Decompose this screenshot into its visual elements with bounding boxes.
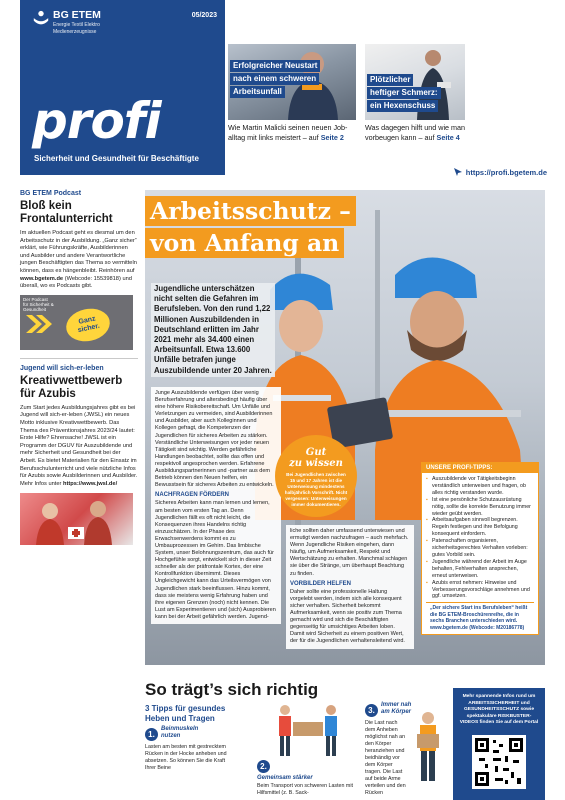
step-1-text: Lasten am besten mit gestrecktem Rücken in der Hocke anheben und absetzen. So können Sie die Kraft Ihrer Beine <box>145 744 227 771</box>
teaser-2-text-2: vorbeugen kann – auf <box>365 132 435 142</box>
lifting-sub-2: Heben und Tragen <box>145 714 215 723</box>
tip-item: ▪ Arbeitsaufgaben sinnvoll begrenzen. Regeln festlegen und ihre Befolgung konsequent einfordern. <box>426 517 534 538</box>
teaser-1-text <box>228 123 358 142</box>
good-to-know-bubble <box>275 435 357 517</box>
step-3-number: 3. <box>365 704 378 717</box>
podcast-badge-1: Ganz <box>77 315 97 326</box>
bg-etem-logo-icon <box>32 10 50 28</box>
headline-line-2: von Anfang an <box>145 228 344 258</box>
step-3-title-2: am Körper <box>381 709 412 715</box>
podcast-body-1: Im aktuellen Podcast geht es diesmal um den Arbeitsschutz in der Ausbildung. „Ganz sicher“ erklärt, wie Führungskräfte, Ausbilderinnen und Ausbilder und andere Verantwortliche jungen Beschäftigten das Thema so vermitteln können, dass es hängenbleibt. Reinhören auf <box>20 230 137 274</box>
podcast-note-2: für Sicherheit & <box>23 301 54 307</box>
tip-item: ▪ Jugendliche während der Arbeit im Auge behalten, Fehlverhalten ansprechen, erneut unterweisen. <box>426 559 534 580</box>
first-aid-photo <box>20 493 133 545</box>
step-1-title <box>161 726 198 740</box>
contest-body-text: Zum Start jedes Ausbildungsjahres gibt es bei Jugend will sich-er-leben (JWSL) ein neues Motto inklusive Kreativwettbewerb. Das Thema des Präventionsjahres 2023/24 lautet: Erste Hilfe? Ehrensache! JWSL ist ein Programm der DGUV für Auszubildende und mehr Sicherheit und Gesundheit bei der Arbeit. Es bietet Materialien für den Einsatz im Berufsschulunterricht und viele nützliche Infos für Azubis sowie Ausbilderinnen und Ausbilder. Mehr Infos unter <box>20 404 138 487</box>
section-heading-1: NACHFRAGEN FÖRDERN <box>155 492 229 499</box>
teaser-1-label-1: Erfolgreicher Neustart <box>230 60 320 72</box>
step-2-text: Beim Transport von schweren Lasten mit Hilfsmittel (z. B. Sack- <box>257 783 353 796</box>
magazine-title: profi <box>32 92 161 150</box>
bubble-title-2: zu wissen <box>289 458 343 469</box>
podcast-badge <box>63 305 113 345</box>
headline-line-1: Arbeitsschutz – <box>145 196 356 226</box>
teaser-1-label-2: nach einem schweren <box>230 73 319 85</box>
tips-heading: UNSERE PROFI-TIPPS: <box>422 463 538 473</box>
podcast-note-1: Der Podcast <box>23 296 48 302</box>
section-heading-2: VORBILDER HELFEN <box>290 580 352 587</box>
podcast-note-3: Gesundheit <box>23 306 47 312</box>
teaser-2-label-3: ein Hexenschuss <box>367 100 438 112</box>
tip-item: ▪ Ist eine persönliche Schutzausrüstung nötig, sollte die korrekte Benutzung immer wieder geübt werden. <box>426 497 534 518</box>
brand-name: BG ETEM <box>53 9 101 21</box>
website-link[interactable] <box>453 167 547 177</box>
contest-link[interactable]: https://www.jwsl.de/ <box>63 480 118 487</box>
brand-sub-1: Energie Textil Elektro <box>53 22 100 28</box>
contest-headline: Kreativwettbewerb für Azubis <box>20 374 123 400</box>
masthead <box>20 0 225 175</box>
bubble-text: Bei Jugendlichen zwischen 15 und 17 Jahren ist die Unterweisung mindestens halbjährlich Vorschrift. Nicht vergessen: Unterweisungen immer dokumentieren. <box>284 472 348 507</box>
article-column-2 <box>286 525 414 649</box>
podcast-badge-2: sicher. <box>77 322 101 334</box>
article-body-4: Daher sollte eine professionelle Haltung vorgelebt werden, indem sich alle konsequent sicher verhalten. Sicherheit bekommt Aufmerksamkeit, wenn sie positiv zum Thema gemacht wird und sich die Beschäftigten gegenseitig für umsichtiges Arbeiten loben. Damit wird Sicherheit zu einem positiven Wert, der für die Jugendlichen verhaltensleitend wird. <box>290 588 405 645</box>
podcast-headline: Bloß kein Frontalunterricht <box>20 200 113 225</box>
lifting-tips-section <box>145 680 445 800</box>
teaser-1-link[interactable]: Seite 2 <box>320 132 344 142</box>
qr-code-pattern-icon <box>475 738 523 786</box>
article-column-1 <box>151 387 281 624</box>
teaser-2-link[interactable]: Seite 4 <box>436 132 460 142</box>
podcast-body-2: (Webcode: 15539818) und überall, wo es Podcasts gibt. <box>20 275 132 290</box>
tip-item: ▪ Patenschaften organisieren, sicherheitsgerechtes Verhalten vorleben: gutes Vorbild sein. <box>426 538 534 559</box>
step-2-number: 2. <box>257 760 270 773</box>
article-body-2: Sicheres Arbeiten kann man lernen und lernen, am besten vom ersten Tag an. Denn Jugendlichen fällt es oft nicht leicht, die Konsequenzen ihres Handelns richtig einzuschätzen. In der Phase des Erwachsenwerdens kommt es zu Umbauprozessen im Gehirn. Das limbische System, unser Belohnungszentrum, das auch für Hochgefühle sorgt, entwickelt sich in dieser Zeit schneller als der präfrontale Kortex, der eine Kontrollfunktion übernimmt. Dieses Ungleichgewicht kann das Urteilsvermögen von Jugendlichen stark beeinflussen. Hinzu kommt, dass sie meistens wenig Erfahrung haben und ihre eigenen Grenzen (noch) nicht kennen. Die Lust am Experimentieren und (sich) Ausprobieren kann bei der Arbeit gefährlich werden. Jugend- <box>155 500 276 620</box>
lifting-headline: So trägt’s sich richtig <box>145 680 319 699</box>
step-3-title <box>381 702 411 716</box>
teaser-1-photo[interactable] <box>228 44 356 120</box>
step-1-title-2: nutzen <box>161 733 181 739</box>
first-aid-scene-icon <box>20 493 133 545</box>
bubble-title-1: Gut <box>305 447 327 458</box>
magazine-tagline: Sicherheit und Gesundheit für Beschäftigte <box>34 154 199 163</box>
portal-text: Mehr spannende Infos rund um ARBEITSSICHERHEIT und GESUNDHEITSSCHUTZ sowie spektakuläre RISKBUSTER-VIDEOS finden Sie auf dem Portal <box>459 694 539 725</box>
step-2-title: Gemeinsam stärker <box>257 775 313 781</box>
step-1-title-1: Beinmuskeln <box>161 726 199 732</box>
teaser-2-label-1: Plötzlicher <box>367 74 413 86</box>
podcast-image[interactable] <box>20 295 133 350</box>
portal-qr-box[interactable] <box>453 688 545 800</box>
teaser-1-label-3: Arbeitsunfall <box>230 86 285 98</box>
podcast-note <box>23 297 54 312</box>
website-url: https://profi.bgetem.de <box>465 167 547 177</box>
teaser-1-text-1: Wie Martin Malicki seinen neuen Job- <box>228 123 348 132</box>
holding-box-illustration-icon <box>411 710 445 790</box>
article-body-3: liche sollten daher umfassend unterwiesen und ermutigt werden nachzufragen – auch mehrfach. Wenn Jugendliche Risiken eingehen, dann häufig, um Aufmerksamkeit, Respekt und Wertschätzung zu erhalten. Manchmal schlagen sie über die Stränge, um überhaupt Beachtung zu finden. <box>290 528 409 577</box>
brand-sub-2: Medienerzeugnisse <box>53 29 97 35</box>
teaser-2-label-2: heftiger Schmerz: <box>367 87 441 99</box>
main-headline <box>145 196 356 258</box>
teaser-2-text-1: Was dagegen hilft und wie man <box>365 123 466 132</box>
qr-code-icon[interactable] <box>472 735 526 789</box>
step-3-text: Die Last nach dem Anheben möglichst nah an den Körper heranziehen und beidhändig vor dem Körper tragen. Die Last auf beide Arme verteilen und den Rücken <box>365 720 406 796</box>
lead-paragraph: Jugendliche unterschätzen nicht selten die Gefahren im Berufsleben. Von den rund 1,22 Millionen Auszubildenden in Deutschland erlitten im Jahr 2021 mehr als 34.400 einen Arbeitsunfall. Etwa 13.600 Unfälle betrafen junge Auszubildende unter 20 Jahren. <box>151 283 275 377</box>
sidebar <box>20 190 138 545</box>
article-body-1: Junge Auszubildende verfügen über wenig Berufserfahrung und altersbedingt häufig über eine höhere Risikobereitschaft. Um Unfälle und Verletzungen zu vermeiden, sind Ausbilderinnen und Ausbilder, aber auch Kolleginnen und Kollegen gefragt, die Kompetenzen der Jugendlichen für sicheres Arbeiten zu stärken. Verständliche Unterweisungen vor jeder neuen Tätigkeit sind wichtig. Werden gefährliche Handlungen beobachtet, sollte das offen und respektvoll angesprochen werden. Erfahrene Ausbildungspartnerinnen und -partner aus dem Betrieb können den Neuen helfen, ein Bewusstsein für sicheres Arbeiten zu entwickeln. <box>155 390 274 489</box>
step-1-number: 1. <box>145 728 158 741</box>
podcast-kicker: BG ETEM Podcast <box>20 190 82 197</box>
tips-list <box>422 473 538 602</box>
sidebar-divider <box>20 358 138 359</box>
bg-etem-logo <box>32 10 101 35</box>
step-3-title-1: Immer nah <box>381 702 412 708</box>
podcast-chevron-icon <box>26 313 52 335</box>
profi-tips-box <box>421 462 539 635</box>
podcast-body <box>20 230 138 291</box>
cursor-arrow-icon <box>453 167 463 177</box>
tips-footnote: „Der sichere Start ins Berufsleben“ heißt die BG ETEM-Broschürenreihe, die in sechs Branchen unterschieden wird. www.bgetem.de (Webcode: M20186778) <box>426 602 534 631</box>
podcast-link[interactable]: www.bgetem.de <box>20 275 64 282</box>
contest-kicker: Jugend will sich-er-leben <box>20 364 104 372</box>
issue-number: 05/2023 <box>191 12 217 19</box>
teaser-1-text-2: alltag mit links meistert – auf <box>228 132 319 142</box>
tip-item: ▪ Azubis ernst nehmen: Hinweise und Verbesserungsvorschläge annehmen und ggf. umsetzen. <box>426 580 534 601</box>
carrying-illustration-icon <box>257 702 357 758</box>
main-feature <box>145 190 545 665</box>
tip-item: ▪ Auszubildende vor Tätigkeitsbeginn verständlich unterweisen und fragen, ob alles richtig verstanden wurde. <box>426 476 534 497</box>
bubble-title <box>275 447 357 469</box>
contest-body <box>20 405 138 489</box>
lifting-sub-1: 3 Tipps für gesundes <box>145 704 226 713</box>
teaser-2-text <box>365 123 475 142</box>
teaser-2-photo[interactable] <box>365 44 465 120</box>
